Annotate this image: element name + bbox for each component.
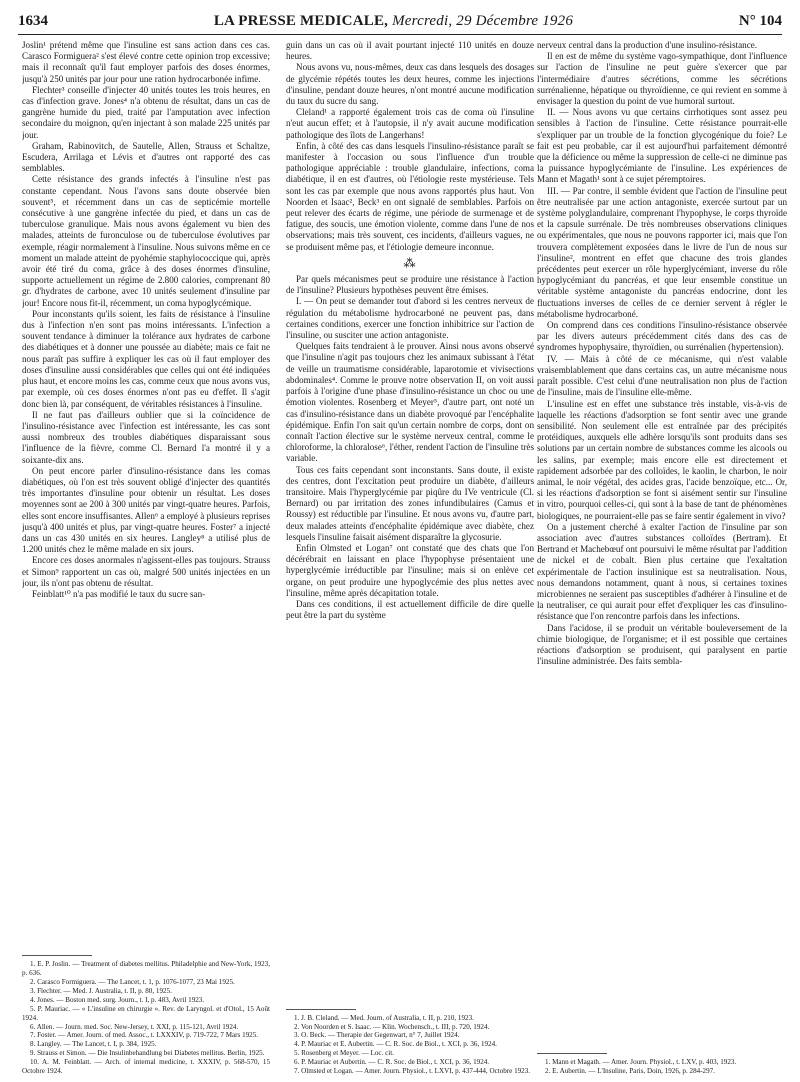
paragraph: Feinblatt¹⁰ n'a pas modifié le taux du sucre san- (32, 588, 206, 599)
paragraph: On peut encore parler d'insulino-résistance dans les comas diabétiques, où l'on est très souvent obligé d'injecter des quantités très importantes d'insuline pour obtenir un résultat. Les doses moyennes sont ae 200 à 300 unités par vingt-quatre heures. Parfois, elles sont encore insuffisantes. Allen⁶ a employé à plusieurs reprises jusqu'à 400 unités et plus, par vingt-quatre heures. Foster⁷ a injecté dans un cas 430 unités en six heures. Langley⁸ a utilisé plus de 1.200 unités chez le même malade en six jours. (22, 465, 270, 555)
paragraph: Cleland¹ a rapporté également trois cas de coma où l'insuline n'eut aucun effet; et à l'autopsie, il n'y avait aucune modification pathologique des îlots de Langerhans! (286, 107, 534, 140)
column-1-text (22, 40, 270, 600)
paragraph: II. — Nous avons vu que certains cirrhotiques sont assez peu sensibles à l'action de l'insuline. Cette résistance pourrait-elle s'expliquer par un trouble de la fonction glycogénique du foie? Le fait est peu probable, car il est aujourd'hui parfaitement démontré que la déficience ou même la suppression de celle-ci ne diminue pas la puissance hypoglycémiante de l'insuline. Les expériences de Mann et Magath¹ sont à ce sujet péremptoires. (537, 107, 787, 185)
footnote: 6. Allen. — Journ. med. Soc. New-Jersey, t. XXI, p. 115-121, Avril 1924. (30, 1022, 239, 1031)
page-number: 1634 (18, 12, 48, 29)
paragraph: Flechter³ conseille d'injecter 40 unités toutes les trois heures, en cas d'infection grave. Jones⁴ n'a obtenu de résultat, dans un cas de gangrène humide du pied, traité par l'amputation avec infection secondaire du moignon, qu'en injectant à son malade 225 unités par jour. (22, 84, 270, 140)
footnote-rule (22, 955, 92, 956)
footnote: 2. Carasco Formiguera. — The Lancet, t. 1, p. 1076-1077, 23 Mai 1925. (30, 978, 235, 987)
paragraph: Pour inconstants qu'ils soient, les faits de résistance à l'insuline dus à l'infection n'en sont pas moins intéressants. L'infection a souvent tendance à diminuer la tolérance aux hydrates de carbone des diabétiques et à donner une poussée au diabète; mais ce fait ne nous paraît pas suffire à expliquer les cas où il faut employer des doses d'insuline aussi considérables que celles qui ont été indiquées plus haut, et encore moins les cas, comme ceux que nous avons vus, par exemple, où ces doses énormes n'ont pas eu d'effet. Il s'agit donc bien là, par conséquent, de véritables résistances à l'insuline. (22, 308, 270, 409)
footnote: 4. P. Mauriac et E. Aubertin. — C. R. Soc. de Biol., t. XCI, p. 36, 1924. (294, 1040, 497, 1049)
column-2-footnotes (286, 1003, 534, 1076)
footnote: 1. J. B. Cleland. — Med. Journ. of Australia, t. II, p. 210, 1923. (294, 1013, 474, 1022)
footnote: 9. Strauss et Simon. — Die Insulinbehandlung bei Diabetes mellitus. Berlin, 1925. (30, 1049, 265, 1058)
page-header (18, 8, 782, 35)
column-3-text (537, 40, 787, 667)
journal-title-line (214, 13, 573, 30)
paragraph: Nous avons vu, nous-mêmes, deux cas dans lesquels des dosages de glycémie répétés toutes les deux heures, comme les injections d'insuline, pendant douze heures, n'ont montré aucune modification du taux du sucre du sang. (286, 62, 534, 107)
paragraph: I. — On peut se demander tout d'abord si les centres nerveux de régulation du métabolisme hydrocarboné ne peuvent pas, dans certaines conditions, exercer une fonction inhibitrice sur l'action de l'insuline, ou susciter une action antagoniste. (286, 296, 534, 341)
paragraph: Dans ces conditions, il est actuellement difficile de dire quelle peut être la part du système (286, 598, 534, 621)
column-1-footnotes (22, 949, 270, 1076)
footnote: 3. O. Beck. — Therapie der Gegenwart, n° 7, Juillet 1924. (294, 1031, 460, 1040)
footnote: 5. P. Mauriac. — « L'insuline en chirurgie ». Rev. de Laryngol. et d'Otol., 15 Août 1924. (22, 1004, 270, 1022)
footnote: 1. Mann et Magath. — Amer. Journ. Physiol., t. LXV, p. 403, 1923. (545, 1058, 737, 1067)
footnote-rule (286, 1009, 356, 1010)
article-body (22, 40, 787, 1076)
footnote: 7. Foster. — Amer. Journ. of med. Assoc., t. LXXXIV, p. 719-722, 7 Mars 1925. (30, 1031, 259, 1040)
paragraph: Tous ces faits cependant sont inconstants. Sans doute, il existe des centres, dont l'excitation peut produire un diabète, d'ailleurs transitoire. Mais l'hyperglycémie par piqûre du IVe ventricule (Cl. Bernard) ou par irritation des zones infundibulaires (Camus et Roussy) est réductible par l'insuline. Et nous avons vu, d'autre part, deux malades atteints d'encéphalite épidémique avec diabète, chez lesquels l'insuline faisait aisément disparaître la glycosurie. (286, 464, 534, 542)
paragraph: Joslin¹ prétend même que l'insuline est sans action dans ces cas. Carasco Formiguera² s'est élevé contre cette opinion trop excessive; mais il reconnaît qu'il faut employer parfois des doses énormes, jusqu'à 250 unités par jour pour une ration hydrocarbonée infime. (22, 40, 270, 84)
paragraph: Dans l'acidose, il se produit un véritable bouleversement de la chimie biologique, de l'organisme; et il est possible que certaines réactions d'adsorption se produisent, qui paralysent en partie l'insuline administrée. Des faits sembla- (537, 622, 787, 667)
footnote: 5. Rosenberg et Meyer. — Loc. cit. (294, 1049, 394, 1058)
footnote: 3. Flechter. — Med. J. Australia, t. II, p. 80, 1925. (30, 986, 172, 995)
paragraph: Enfin, à côté des cas dans lesquels l'insulino-résistance paraît se manifester à l'occasion ou sous l'influence d'un trouble pathologique appréciable : trouble glandulaire, infections, coma diabétique, il en est d'autres, où l'étiologie reste mystérieuse. Tels sont les cas par exemple que nous avons rapportés plus haut. Von Noorden et Isaac², Beck³ en ont signalé de semblables. Parfois on peut relever des écarts de régime, une période de surmenage et de fatigue, des soucis, une émotion violente, comme dans l'une de nos observations; mais très souvent, ces incidents, d'ailleurs vagues, ne se produisent même pas, et l'étiologie demeure inconnue. (286, 140, 534, 252)
column-2 (286, 40, 534, 1076)
column-3-footnotes (537, 1047, 787, 1076)
issue-date: Mercredi, 29 Décembre 1926 (392, 12, 574, 29)
column-1-footnote-list (22, 960, 270, 1076)
paragraph: IV. — Mais à côté de ce mécanisme, qui n'est valable vraisemblablement que dans certains cas, un autre mécanisme nous paraît possible. C'est celui d'une neutralisation non plus de l'action de l'insuline, mais de l'insuline elle-même. (537, 353, 787, 398)
footnote: 8. Langley. — The Lancet, t. I, p. 384, 1925. (30, 1040, 157, 1049)
paragraph: Graham, Rabinovitch, de Sautelle, Allen, Strauss et Schaltze, Escudera, Arrilaga et Lévis et d'autres ont rapporté des cas semblables. (22, 140, 270, 174)
footnote: 2. E. Aubertin. — L'Insuline, Paris, Doin, 1926, p. 284-297. (545, 1067, 715, 1076)
paragraph: guin dans un cas où il avait pourtant injecté 110 unités en douze heures. (286, 40, 534, 62)
paragraph: On comprend dans ces conditions l'insulino-résistance observée par les divers auteurs précédemment cités dans des cas de syndromes hypophysaire, thyroïdien, ou surrénalien (hypertension). (537, 320, 787, 353)
journal-name: LA PRESSE MEDICALE, (213, 12, 389, 29)
paragraph: Il en est de même du système vago-sympathique, dont l'influence sur l'action de l'insuline ne peut guère s'exercer que par l'intermédiaire d'autres sécrétions, comme les sécrétions surrénalienne, hépatique ou thyroïdienne, ce qui revient en somme à envisager la question du point de vue humoral surtout. (537, 51, 787, 107)
footnote-rule (537, 1053, 607, 1054)
paragraph: L'insuline est en effet une substance très instable, vis-à-vis de laquelle les réactions d'adsorption se font sentir avec une grande sensibilité. Non seulement elle est entraînée par des précipités protéidiques, auxquels elle adhère lorsqu'ils sont produits dans ses solutions par un certain nombre de substances comme les alcools ou les salins, par exemple; mais encore elle est directement et rapidement adsorbée par des colloïdes, le kaolin, le charbon, le noir animal, le noir végétal, des acides gras, l'acide benzoïque, etc... Or, si les réactions d'adsorption se font si aisément sentir sur l'insuline in vitro, pourquoi celles-ci, qui sont à la base de tant de phénomènes biologiques, ne pourraient-elle pas se faire sentir également in vivo? (537, 398, 787, 521)
column-2-text-after (286, 274, 534, 621)
paragraph: Enfin Olmsted et Logan⁷ ont constaté que des chats que l'on décérébrait en laissant en place l'hypophyse présentaient une hyperglycémie irréductible par l'insuline; mais si on enlève cet organe, on peut produire une hypoglycémie des plus nettes avec l'insuline, même après décapitation totale. (286, 542, 534, 598)
column-3 (537, 40, 787, 1076)
footnote: 1. E. P. Joslin. — Treatment of diabetes mellitus. Philadelphie and New-York, 1923, p. 636. (22, 960, 270, 978)
column-2-text-before (286, 40, 534, 253)
footnote: 7. Olmsted et Logan. — Amer. Journ. Physiol., t. LXVI, p. 437-444, Octobre 1923. (294, 1067, 531, 1076)
footnote: 4. Jones. — Boston med. surg. Journ., t. I, p. 483, Avril 1923. (30, 995, 205, 1004)
paragraph: Par quels mécanismes peut se produire une résistance à l'action de l'insuline? Plusieurs hypothèses peuvent être émises. (286, 274, 534, 296)
paragraph: Cette résistance des grands infectés à l'insuline n'est pas constante cependant. Nous l'avons sans doute observée bien souvent⁵, et récemment dans un cas de septicémie mortelle consécutive à une gangrène infectée du pied, et dans un cas de tuberculose granulique. Mais nous avons également vu bien des malades, atteints de furonculose ou de tuberculose évolutives par exemple, réagir normalement à l'insuline. Nous suivons même en ce moment un malade atteint de pyohémie staphylococcique qui, après avoir été tiré du coma, grâce à des doses énormes d'insuline, supporte actuellement un régime de 2.800 calories, comprenant 80 gr. d'hydrates de carbone, avec 10 unités seulement d'insuline par jour! Encore nous fit-il, récemment, un coma hypoglycémique. (22, 174, 270, 308)
footnote: 6. P. Mauriac et Aubertin. — C. R. Soc. de Biol., t. XCI, p. 36, 1924. (294, 1058, 490, 1067)
paragraph: On a justement cherché à exalter l'action de l'insuline par son association avec d'autres substances colloïdes (Bertram). Et Bertrand et Machebœuf ont poursuivi le même résultat par l'addition de nickel et de cobalt. Bien plus certaine que l'exaltation expérimentale de l'action insulinique est sa neutralisation. Nous, nous demandons notamment, quant à nous, si certaines toxines microbiennes ne seraient pas susceptibles d'adhérer à l'insuline et de la neutraliser, ce qui aurait pour effet d'expliquer les cas d'insulino-résistance que l'on rencontre parfois dans les infections. (537, 521, 787, 622)
paragraph: III. — Par contre, il semble évident que l'action de l'insuline peut être neutralisée par une action antagoniste, exercée surtout par un système polyglandulaire, comprenant l'hypophyse, le corps thyroïde et la capsule surrénale. De très nombreuses observations cliniques ou expérimentales, que nous ne pouvons rapporter ici, mais que l'on trouvera complètement exposées dans le livre de l'un de nous sur l'insuline², montrent en effet que chacune des trois glandes précédentes peut exercer un rôle hyperglycémiant, inverse du rôle hypoglycémiant du pancréas, et que leur ensemble constitue un véritable système antagoniste du pancréas endocrine, dont les fluctuations inverses de celles de ce dernier servent à régler le métabolisme hydrocarboné. (537, 185, 787, 319)
paragraph: Il ne faut pas d'ailleurs oublier que si la coïncidence de l'insulino-résistance avec l'infection est intéressante, les cas sont aussi nombreux des troubles diabétiques disparaissant sous l'influence de la fièvre, comme Cl. Bernard l'a montré il y a soixante-dix ans. (22, 409, 270, 465)
paragraph: nerveux central dans la production d'une insulino-résistance. (537, 40, 758, 50)
section-separator-stars: ⁂ (403, 255, 417, 270)
footnote: 10. A. M. Feinblatt. — Arch. of internal medicine, t. XXXIV, p. 568-570, 15 Octobre 1924. (22, 1058, 270, 1076)
paragraph: Quelques faits tendraient à le prouver. Ainsi nous avons observé que l'insuline n'agit pas toujours chez les animaux subissant à l'état de veille un traumatisme considérable, laparotomie et vivisections abdominales⁴. Comme le prouve notre observation II, on voit aussi parfois à l'origine d'une phase d'insulino-résistance un choc ou une émotion violentes. Rosenberg et Meyer⁵, d'autre part, ont noté un cas d'insulino-résistance dans un diabète provoqué par l'encéphalite épidémique. Enfin l'on sait qu'un certain nombre de corps, dont on connaît l'action élective sur le système nerveux central, comme le chloroforme, la chloralose⁶, l'éther, rendent l'action de l'insuline très variable. (286, 341, 534, 464)
footnote: 2. Von Noorden et S. Isaac. — Klin. Wochensch., t. III, p. 720, 1924. (294, 1022, 490, 1031)
column-1 (22, 40, 270, 1076)
issue-number: N° 104 (738, 12, 782, 29)
column-2-footnote-list (286, 1014, 534, 1076)
paragraph: Encore ces doses anormales n'agissent-elles pas toujours. Strauss et Simon⁹ rapportent un cas où, malgré 500 unités injectées en un jour, ils n'ont pas obtenu de résultat. (22, 555, 270, 588)
column-3-footnote-list (537, 1058, 787, 1076)
